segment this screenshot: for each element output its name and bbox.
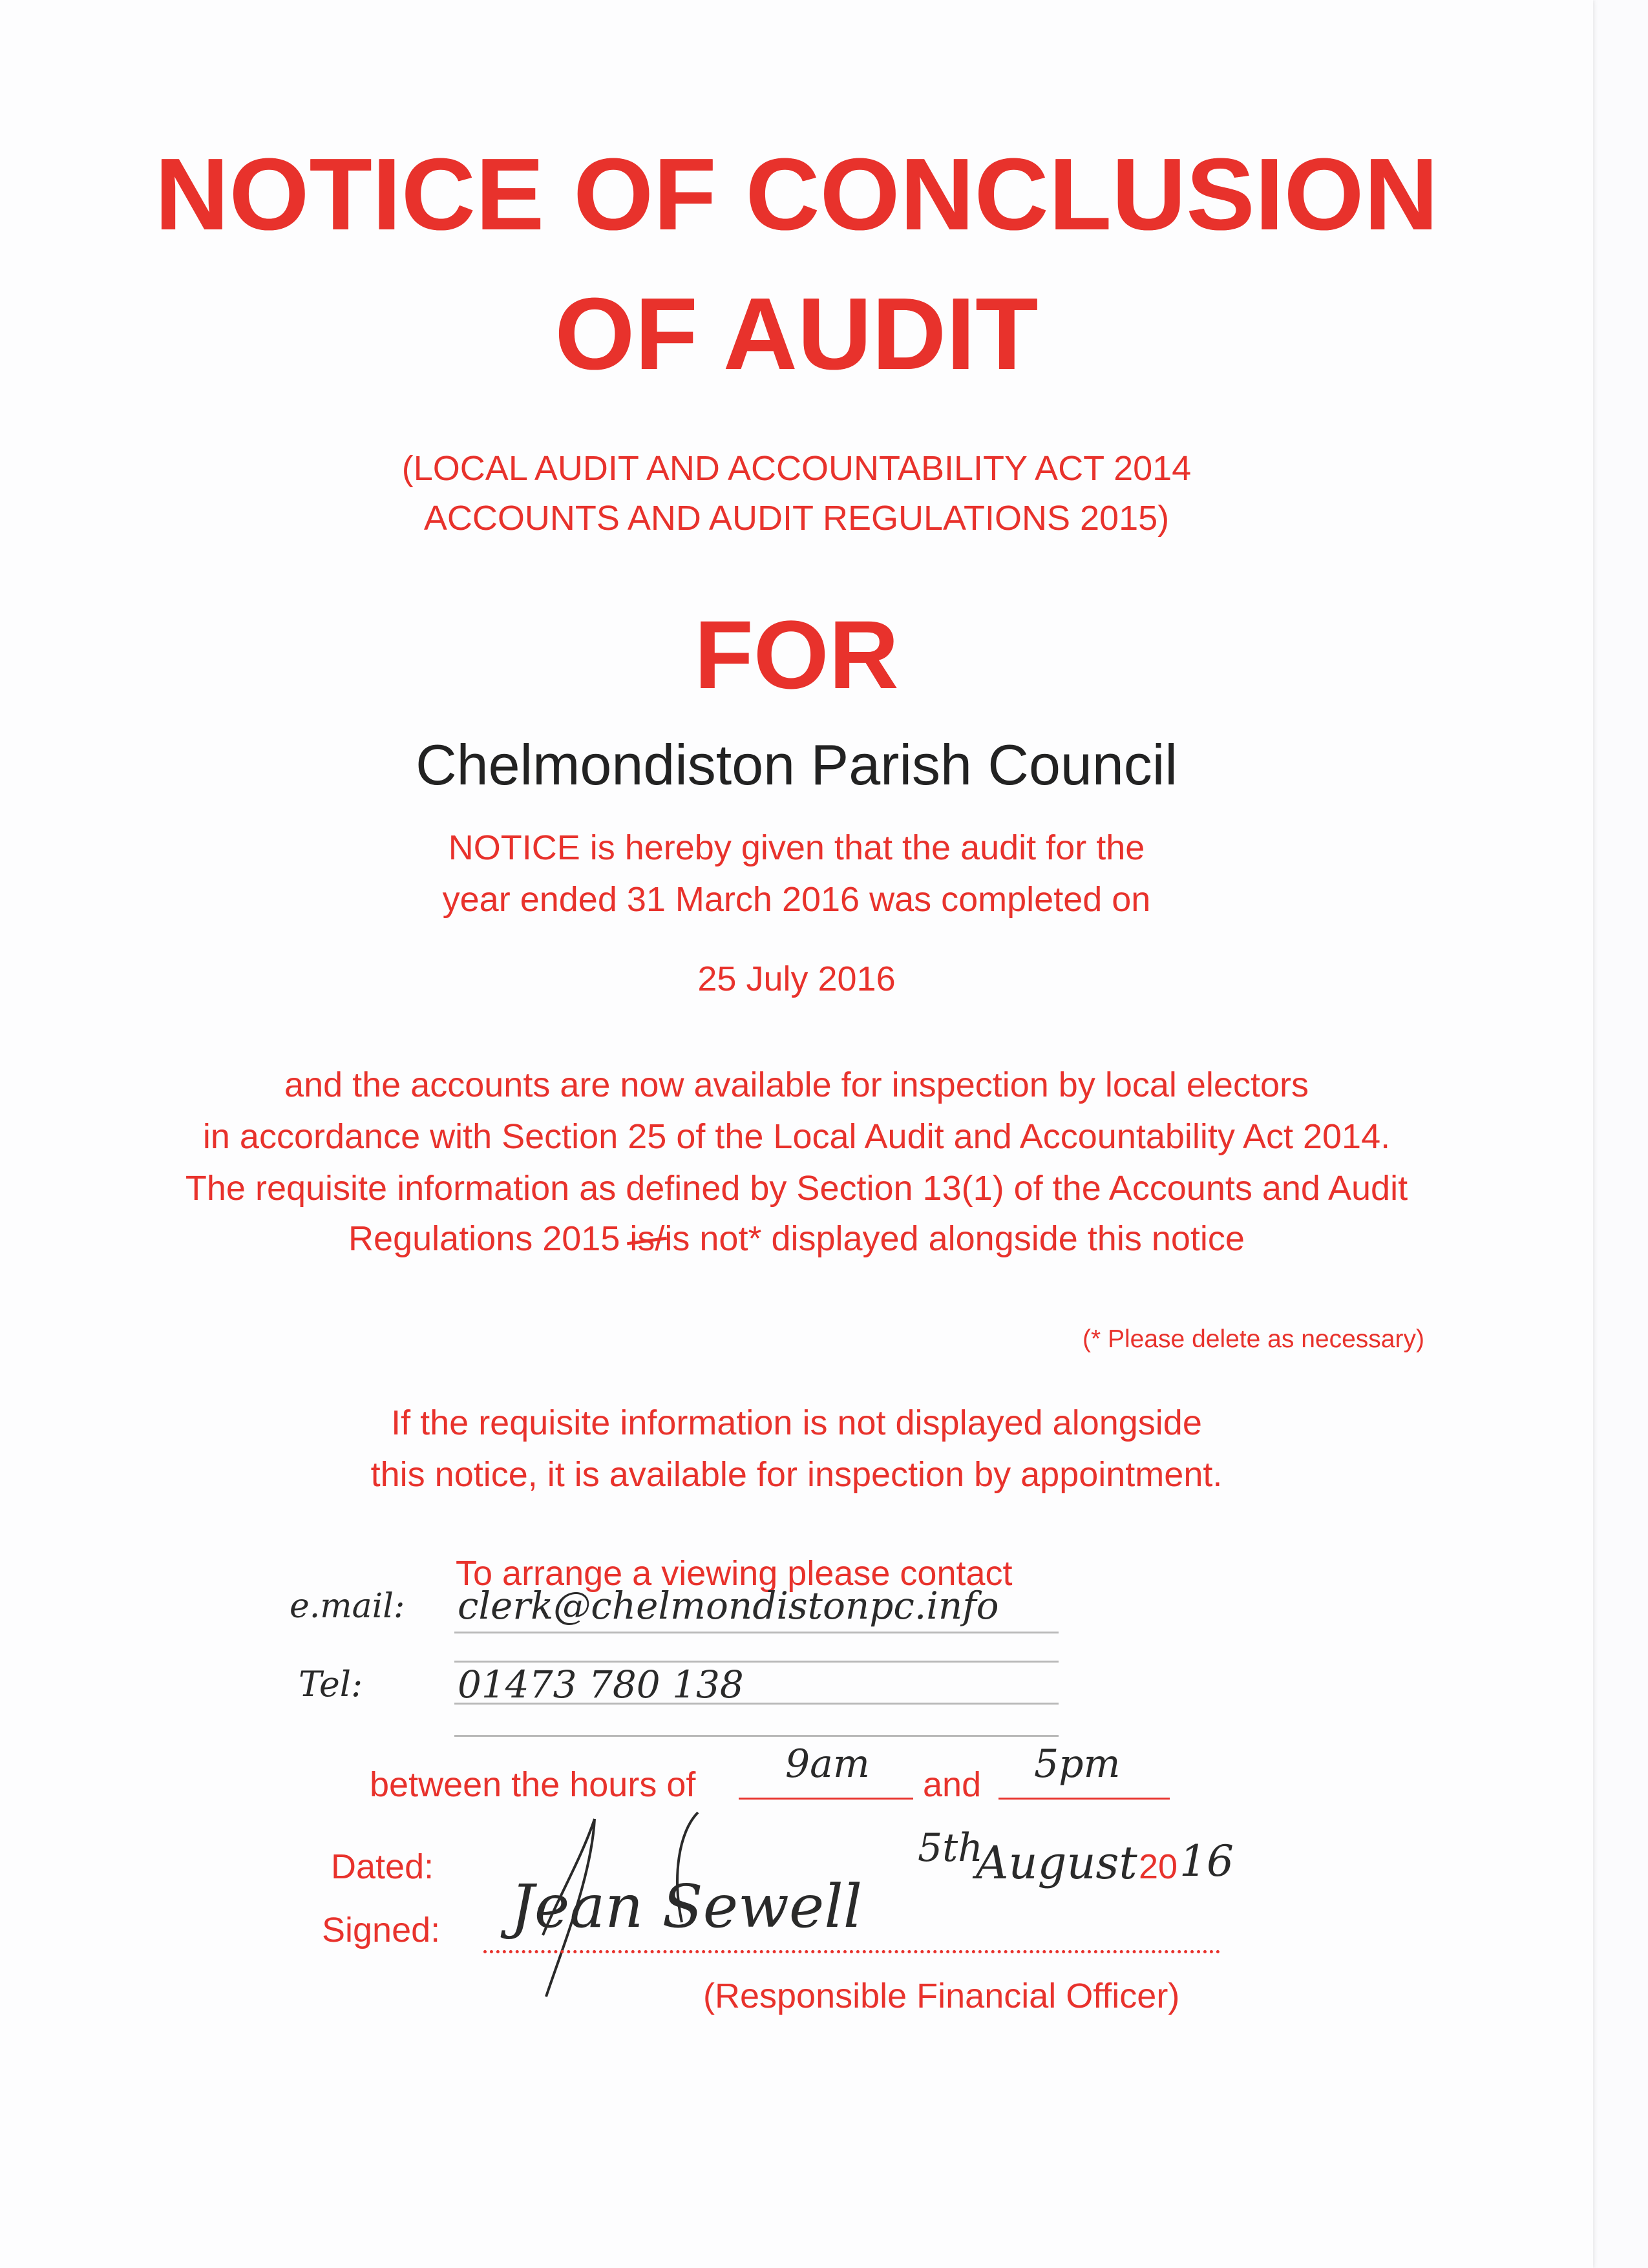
legislation-line2: ACCOUNTS AND AUDIT REGULATIONS 2015): [423, 499, 1170, 538]
tel-value: 01473 780 138: [458, 1663, 744, 1706]
hours-to-line: [998, 1798, 1170, 1800]
email-line: [454, 1632, 1059, 1633]
signed-label: Signed:: [322, 1911, 441, 1949]
dated-day: 5th: [918, 1825, 983, 1871]
email-value: clerk@chelmondistonpc.info: [458, 1584, 999, 1628]
council-name: Chelmondiston Parish Council: [416, 733, 1178, 797]
signature-dotted-line: [483, 1950, 1220, 1953]
hours-from-line: [739, 1798, 913, 1800]
tel-line: [454, 1703, 1059, 1705]
contact-blank-line-2: [454, 1735, 1059, 1737]
notice-given-line2: year ended 31 March 2016 was completed on: [442, 880, 1151, 919]
struck-out-word: is/: [629, 1219, 665, 1258]
paragraph-line2: in accordance with Section 25 of the Local Audit and Accountability Act 2014.: [202, 1117, 1391, 1156]
appointment-line1: If the requisite information is not displayed alongside: [391, 1403, 1202, 1442]
signature: Jean Sewell: [511, 1872, 863, 1941]
signature-flourish: [517, 1806, 750, 2000]
appointment-line2: this notice, it is available for inspection by appointment.: [370, 1455, 1223, 1494]
delete-note: (* Please delete as necessary): [1083, 1325, 1424, 1353]
tel-label: Tel:: [299, 1664, 363, 1705]
hours-to-value: 5pm: [1034, 1741, 1121, 1787]
hours-from-value: 9am: [785, 1741, 870, 1787]
dated-year-written: 16: [1179, 1836, 1234, 1886]
paragraph-line4: [0, 1221, 1593, 1256]
notice-title-line1: NOTICE OF CONCLUSION: [154, 138, 1439, 251]
dated-label: Dated:: [331, 1847, 434, 1886]
paragraph-line4-prefix: Regulations 2015: [348, 1219, 630, 1258]
paragraph-line4-suffix: is not* displayed alongside this notice: [664, 1219, 1245, 1258]
legislation-line1: (LOCAL AUDIT AND ACCOUNTABILITY ACT 2014: [401, 449, 1192, 488]
notice-given-line1: NOTICE is hereby given that the audit for the: [448, 828, 1145, 867]
notice-title-line2: OF AUDIT: [555, 277, 1039, 391]
dated-year-printed: 20: [1139, 1847, 1178, 1886]
hours-and-label: and: [923, 1765, 982, 1804]
paragraph-line1: and the accounts are now available for inspection by local electors: [284, 1066, 1309, 1104]
arrange-viewing-label: To arrange a viewing please contact: [456, 1554, 1013, 1593]
hours-label: between the hours of: [370, 1765, 696, 1804]
email-label: e.mail:: [290, 1587, 405, 1626]
completed-date: 25 July 2016: [697, 960, 896, 998]
dated-month: August: [976, 1836, 1137, 1889]
for-heading: FOR: [694, 600, 899, 709]
responsible-officer-label: (Responsible Financial Officer): [703, 1977, 1180, 2015]
paragraph-line3: The requisite information as defined by Section 13(1) of the Accounts and Audit: [185, 1169, 1408, 1208]
